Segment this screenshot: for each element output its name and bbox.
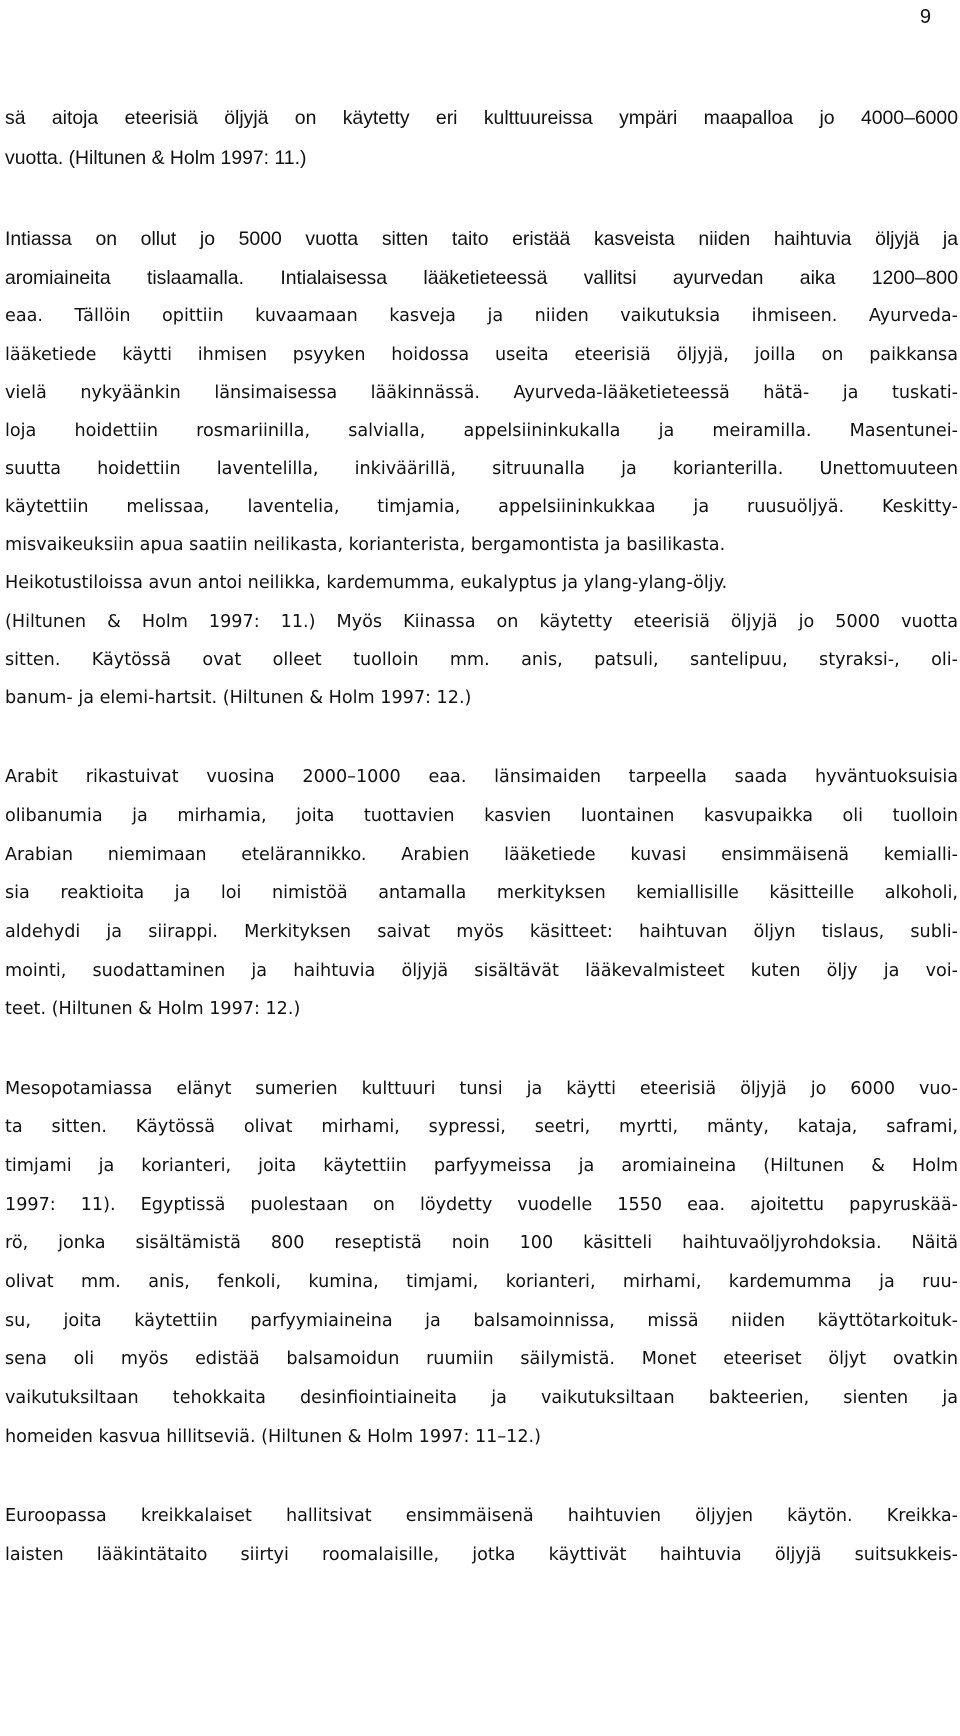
text-line: Heikotustiloissa avun antoi neilikka, kardemumma, eukalyptus ja ylang-ylang-öljy.	[5, 573, 728, 593]
text-line: lääketiede käytti ihmisen psyyken hoidossa useita eteerisiä öljyjä, joilla on paikkansa	[5, 345, 958, 365]
text-line: sena oli myös edistää balsamoidun ruumiin säilymistä. Monet eteeriset öljyt ovatkin	[5, 1349, 958, 1369]
text-line: loja hoidettiin rosmariinilla, salvialla, appelsiininkukalla ja meiramilla. Masentunei-	[5, 421, 958, 441]
text-line: homeiden kasvua hillitseviä. (Hiltunen & Holm 1997: 11–12.)	[5, 1427, 542, 1447]
text-line: Mesopotamiassa elänyt sumerien kulttuuri tunsi ja käytti eteerisiä öljyjä jo 6000 vuo-	[5, 1079, 958, 1099]
text-line: laisten lääkintätaito siirtyi roomalaisille, jotka käyttivät haihtuvia öljyjä suitsukkeis-	[5, 1545, 958, 1565]
text-line: Arabit rikastuivat vuosina 2000–1000 eaa. länsimaiden tarpeella saada hyväntuoksuisia	[5, 767, 958, 787]
text-line: banum- ja elemi-hartsit. (Hiltunen & Holm 1997: 12.)	[5, 688, 472, 708]
text-line: suutta hoidettiin laventelilla, inkiväärillä, sitruunalla ja korianterilla. Unettomuuteen	[5, 459, 958, 479]
text-line: vuotta. (Hiltunen & Holm 1997: 11.)	[5, 147, 307, 169]
text-line: ta sitten. Käytössä olivat mirhami, sypressi, seetri, myrtti, mänty, kataja, saframi,	[5, 1117, 958, 1137]
text-line: sä aitoja eteerisiä öljyjä on käytetty eri kulttuureissa ympäri maapalloa jo 4000–6000	[5, 107, 958, 129]
text-line: mointi, suodattaminen ja haihtuvia öljyjä sisältävät lääkevalmisteet kuten öljy ja voi-	[5, 961, 958, 981]
text-line: aromiaineita tislaamalla. Intialaisessa lääketieteessä vallitsi ayurvedan aika 1200–800	[5, 267, 958, 289]
text-line: Euroopassa kreikkalaiset hallitsivat ensimmäisenä haihtuvien öljyjen käytön. Kreikka-	[5, 1506, 958, 1526]
page-number: 9	[919, 6, 931, 28]
text-line: su, joita käytettiin parfyymiaineina ja balsamoinnissa, missä niiden käyttötarkoituk-	[5, 1311, 958, 1331]
text-line: Intiassa on ollut jo 5000 vuotta sitten taito eristää kasveista niiden haihtuvia öljyjä ja	[5, 228, 958, 250]
text-line: olibanumia ja mirhamia, joita tuottavien kasvien luontainen kasvupaikka oli tuolloin	[5, 806, 958, 826]
text-line: käytettiin melissaa, laventelia, timjamia, appelsiininkukkaa ja ruusuöljyä. Keskitty-	[5, 497, 958, 517]
text-line: vaikutuksiltaan tehokkaita desinfiointiaineita ja vaikutuksiltaan bakteerien, sienten ja	[5, 1388, 958, 1408]
text-line: (Hiltunen & Holm 1997: 11.) Myös Kiinassa on käytetty eteerisiä öljyjä jo 5000 vuotta	[5, 612, 958, 632]
text-line: teet. (Hiltunen & Holm 1997: 12.)	[5, 999, 301, 1019]
text-line: sitten. Käytössä ovat olleet tuolloin mm. anis, patsuli, santelipuu, styraksi-, oli-	[5, 650, 958, 670]
text-line: sia reaktioita ja loi nimistöä antamalla merkityksen kemiallisille käsitteille alkoholi,	[5, 883, 958, 903]
text-line: 1997: 11). Egyptissä puolestaan on löydetty vuodelle 1550 eaa. ajoitettu papyruskää-	[5, 1195, 958, 1215]
text-line: aldehydi ja siirappi. Merkityksen saivat myös käsitteet: haihtuvan öljyn tislaus, subli-	[5, 922, 958, 942]
text-line: eaa. Tällöin opittiin kuvaamaan kasveja ja niiden vaikutuksia ihmiseen. Ayurveda-	[5, 306, 958, 326]
text-line: rö, jonka sisältämistä 800 reseptistä noin 100 käsitteli haihtuvaöljyrohdoksia. Näitä	[5, 1233, 958, 1253]
text-line: vielä nykyäänkin länsimaisessa lääkinnässä. Ayurveda-lääketieteessä hätä- ja tuskati-	[5, 383, 958, 403]
text-line: timjami ja korianteri, joita käytettiin parfyymeissa ja aromiaineina (Hiltunen & Holm	[5, 1156, 958, 1176]
text-line: misvaikeuksiin apua saatiin neilikasta, korianterista, bergamontista ja basilikasta.	[5, 535, 726, 555]
text-line: olivat mm. anis, fenkoli, kumina, timjami, korianteri, mirhami, kardemumma ja ruu-	[5, 1272, 958, 1292]
text-line: Arabian niemimaan etelärannikko. Arabien lääketiede kuvasi ensimmäisenä kemialli-	[5, 845, 958, 865]
